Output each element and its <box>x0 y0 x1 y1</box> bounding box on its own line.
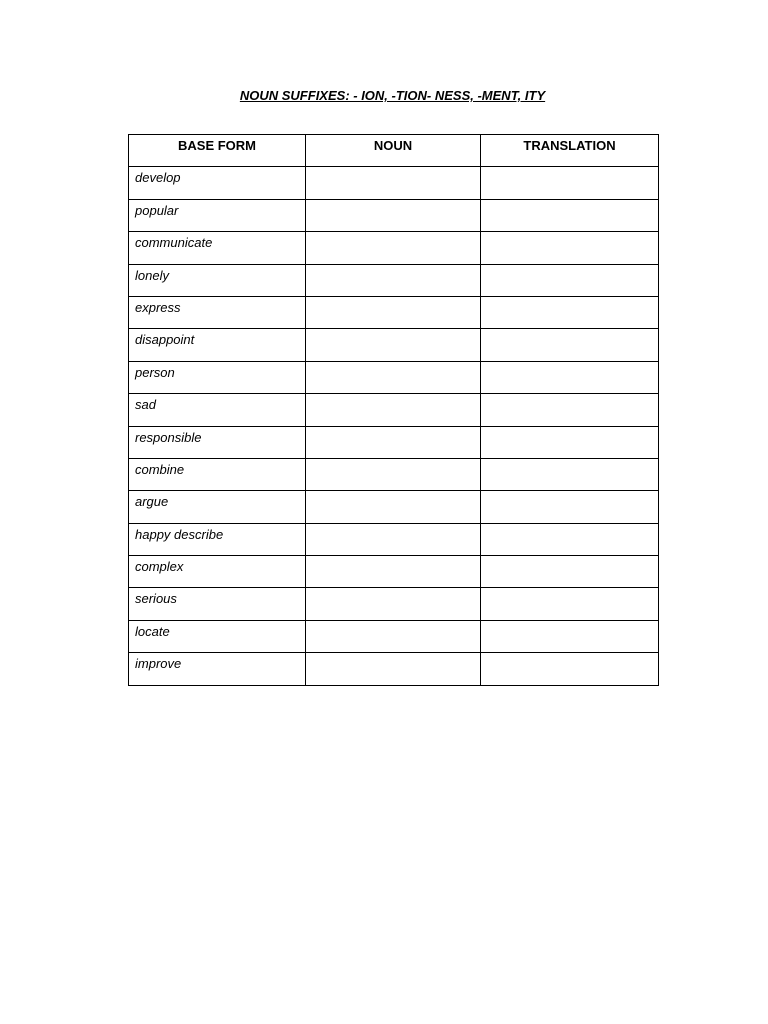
noun-answer-cell[interactable] <box>306 167 481 199</box>
translation-answer-cell[interactable] <box>481 361 659 393</box>
base-form-cell: disappoint <box>129 329 306 361</box>
translation-answer-cell[interactable] <box>481 394 659 426</box>
noun-answer-cell[interactable] <box>306 458 481 490</box>
translation-answer-cell[interactable] <box>481 329 659 361</box>
base-form-cell: communicate <box>129 232 306 264</box>
noun-answer-cell[interactable] <box>306 199 481 231</box>
base-form-cell: responsible <box>129 426 306 458</box>
table-body <box>129 167 659 685</box>
worksheet-title: NOUN SUFFIXES: - ION, -TION- NESS, -MENT, ITY <box>239 88 546 103</box>
translation-answer-cell[interactable] <box>481 458 659 490</box>
translation-answer-cell[interactable] <box>481 232 659 264</box>
noun-answer-cell[interactable] <box>306 296 481 328</box>
table-row <box>129 588 659 620</box>
noun-answer-cell[interactable] <box>306 426 481 458</box>
table-row <box>129 653 659 685</box>
base-form-cell: combine <box>129 458 306 490</box>
base-form-cell: develop <box>129 167 306 199</box>
translation-answer-cell[interactable] <box>481 620 659 652</box>
translation-answer-cell[interactable] <box>481 167 659 199</box>
column-header-translation: TRANSLATION <box>481 135 659 167</box>
noun-answer-cell[interactable] <box>306 491 481 523</box>
noun-answer-cell[interactable] <box>306 620 481 652</box>
translation-answer-cell[interactable] <box>481 556 659 588</box>
noun-answer-cell[interactable] <box>306 588 481 620</box>
base-form-cell: locate <box>129 620 306 652</box>
table-row <box>129 232 659 264</box>
translation-answer-cell[interactable] <box>481 296 659 328</box>
base-form-cell: complex <box>129 556 306 588</box>
table-row <box>129 458 659 490</box>
table-row <box>129 556 659 588</box>
table-header-row <box>129 135 659 167</box>
table-row <box>129 361 659 393</box>
noun-answer-cell[interactable] <box>306 653 481 685</box>
table-row <box>129 199 659 231</box>
noun-answer-cell[interactable] <box>306 361 481 393</box>
noun-answer-cell[interactable] <box>306 556 481 588</box>
translation-answer-cell[interactable] <box>481 264 659 296</box>
base-form-cell: happy describe <box>129 523 306 555</box>
translation-answer-cell[interactable] <box>481 426 659 458</box>
base-form-cell: serious <box>129 588 306 620</box>
base-form-cell: improve <box>129 653 306 685</box>
noun-answer-cell[interactable] <box>306 264 481 296</box>
base-form-cell: popular <box>129 199 306 231</box>
table-row <box>129 491 659 523</box>
column-header-noun: NOUN <box>306 135 481 167</box>
table-row <box>129 264 659 296</box>
noun-answer-cell[interactable] <box>306 232 481 264</box>
base-form-cell: argue <box>129 491 306 523</box>
vocabulary-table <box>128 134 659 686</box>
table-row <box>129 394 659 426</box>
translation-answer-cell[interactable] <box>481 523 659 555</box>
translation-answer-cell[interactable] <box>481 653 659 685</box>
column-header-base-form: BASE FORM <box>129 135 306 167</box>
noun-answer-cell[interactable] <box>306 523 481 555</box>
translation-answer-cell[interactable] <box>481 491 659 523</box>
table-row <box>129 426 659 458</box>
base-form-cell: lonely <box>129 264 306 296</box>
noun-answer-cell[interactable] <box>306 329 481 361</box>
translation-answer-cell[interactable] <box>481 588 659 620</box>
base-form-cell: person <box>129 361 306 393</box>
table-row <box>129 329 659 361</box>
translation-answer-cell[interactable] <box>481 199 659 231</box>
table-row <box>129 523 659 555</box>
table-row <box>129 167 659 199</box>
table-row <box>129 620 659 652</box>
table-row <box>129 296 659 328</box>
base-form-cell: express <box>129 296 306 328</box>
noun-answer-cell[interactable] <box>306 394 481 426</box>
base-form-cell: sad <box>129 394 306 426</box>
